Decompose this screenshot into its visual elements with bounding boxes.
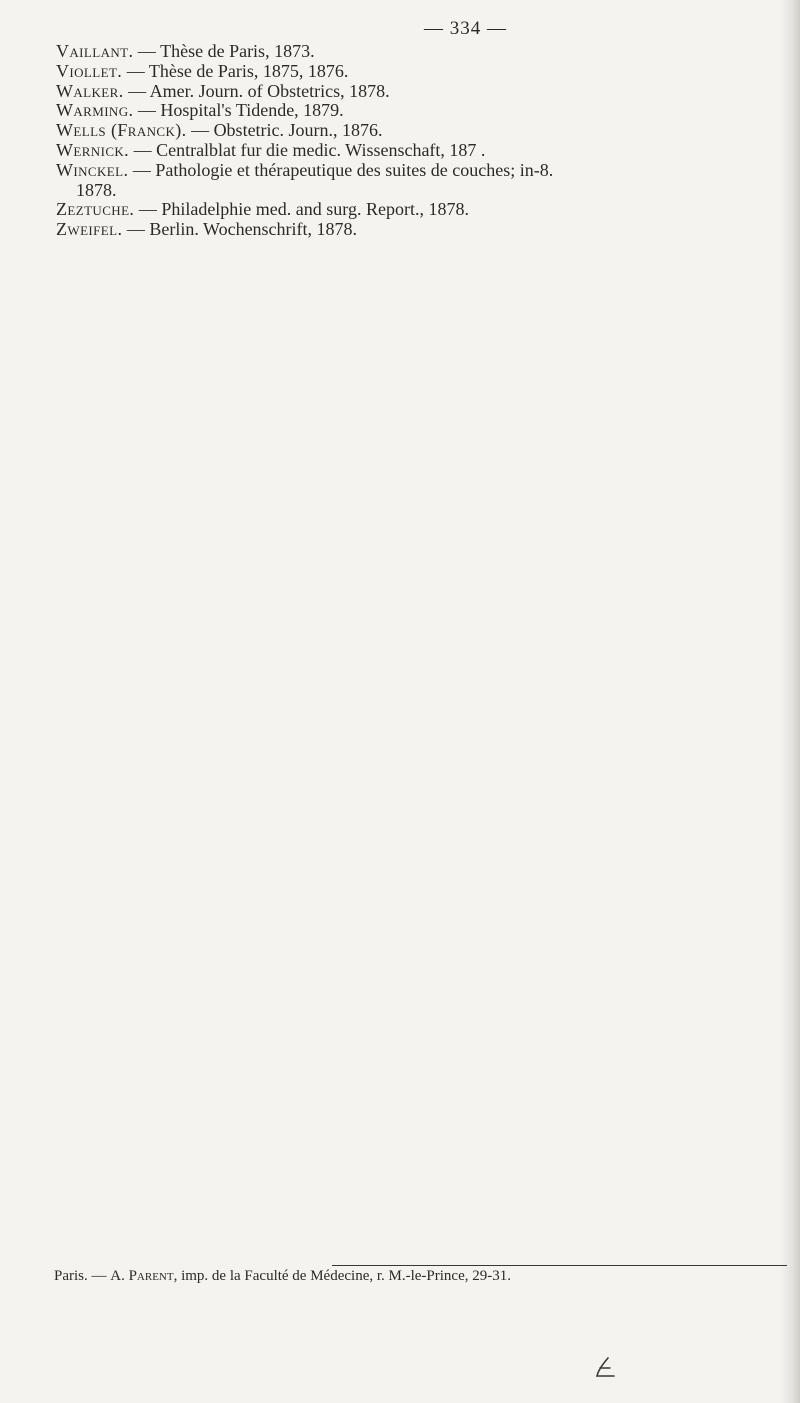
entry-author: Wernick. — [56, 140, 130, 160]
imprint-rule — [332, 1265, 787, 1266]
bibliography-entry — [56, 62, 800, 82]
entry-text: — Thèse de Paris, 1873. — [133, 42, 315, 61]
entry-text: — Centralblat fur die medic. Wissenschaft, 187 . — [129, 140, 486, 160]
entry-text: 1878. — [76, 180, 117, 200]
page-number: — 334 — — [424, 18, 507, 39]
entry-author: Viollet. — [56, 61, 123, 81]
bibliography-list — [56, 42, 800, 240]
bibliography-entry — [56, 82, 800, 102]
bibliography-entry-continuation — [56, 181, 800, 201]
bibliography-entry — [56, 121, 800, 141]
imprint-address: , imp. de la Faculté de Médecine, r. M.-le-Prince, 29-31. — [173, 1268, 511, 1284]
entry-text: — Berlin. Wochenschrift, 1878. — [122, 220, 358, 240]
entry-author: Walker. — [56, 81, 124, 101]
entry-author: Warming. — [56, 101, 134, 121]
entry-text: — Pathologie et thérapeutique des suites de couches; in-8. — [128, 160, 554, 180]
printer-imprint — [54, 1268, 794, 1285]
bibliography-entry — [56, 42, 800, 62]
entry-author: Winckel. — [56, 160, 129, 180]
bibliography-entry — [56, 161, 800, 181]
entry-text: — Philadelphie med. and surg. Report., 1878. — [134, 200, 469, 220]
entry-text: — Obstetric. Journ., 1876. — [186, 121, 383, 141]
handwritten-mark-icon — [592, 1355, 618, 1381]
entry-text: — Thèse de Paris, 1875, 1876. — [122, 61, 349, 81]
entry-author: Zeztuche. — [56, 200, 135, 220]
imprint-city: Paris. — — [54, 1268, 107, 1284]
entry-author: Zweifel. — [56, 220, 123, 240]
bibliography-entry — [56, 141, 800, 161]
entry-text: — Amer. Journ. of Obstetrics, 1878. — [123, 81, 390, 101]
imprint-printer: A. Parent — [110, 1268, 174, 1284]
bibliography-entry — [56, 220, 800, 240]
entry-author: Vaillant. — [56, 42, 134, 61]
entry-text: — Hospital's Tidende, 1879. — [133, 101, 344, 121]
bibliography-entry — [56, 200, 800, 220]
bibliography-entry — [56, 101, 800, 121]
entry-author: Wells (Franck). — [56, 121, 187, 141]
